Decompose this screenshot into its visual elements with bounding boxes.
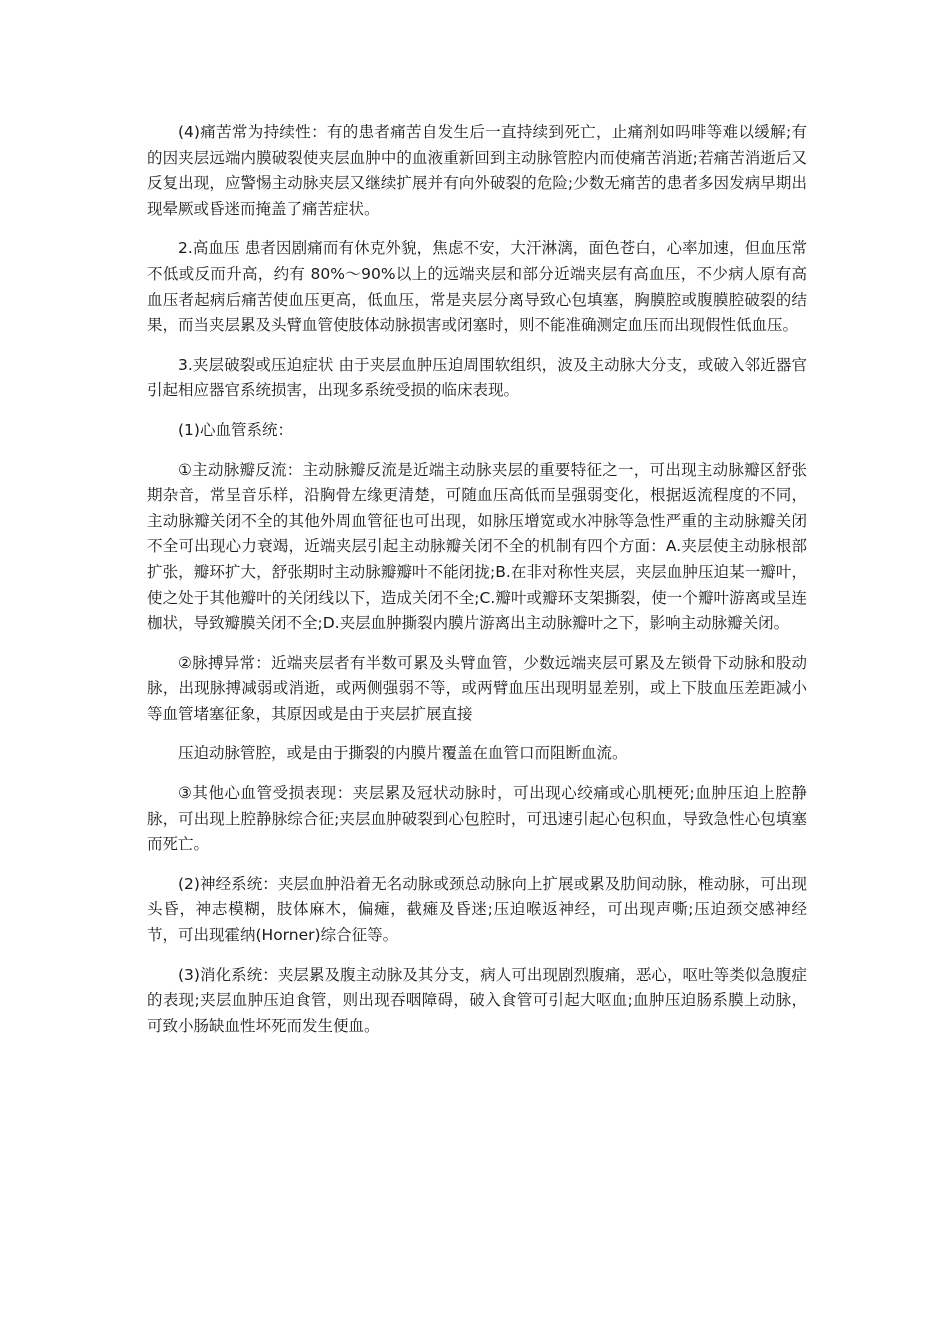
paragraph-nervous-system: (2)神经系统：夹层血肿沿着无名动脉或颈总动脉向上扩展或累及肋间动脉，椎动脉，可出现头昏，神志模糊，肢体麻木，偏瘫，截瘫及昏迷;压迫喉返神经，可出现声嘶;压迫颈交感神经节，可出现霍纳(Horner)综合征等。 xyxy=(147,874,807,945)
paragraph-pulse-continuation: 压迫动脉管腔，或是由于撕裂的内膜片覆盖在血管口而阻断血流。 xyxy=(178,744,628,763)
paragraph-hypertension: 2.高血压 患者因剧痛而有休克外貌，焦虑不安，大汗淋漓，面色苍白，心率加速，但血压常不低或反而升高，约有 80%～90%以上的远端夹层和部分近端夹层有高血压，不少病人原有高血压者起病后痛苦使血压更高，低血压，常是夹层分离导致心包填塞，胸膜腔或腹膜腔破裂的结果，而当夹层累及头臂血管使肢体动脉损害或闭塞时，则不能准确测定血压而出现假性低血压。 xyxy=(147,239,807,335)
document-body xyxy=(147,120,807,1053)
paragraph-aortic-regurgitation: ①主动脉瓣反流：主动脉瓣反流是近端主动脉夹层的重要特征之一，可出现主动脉瓣区舒张期杂音，常呈音乐样，沿胸骨左缘更清楚，可随血压高低而呈强弱变化，根据返流程度的不同，主动脉瓣关闭不全的其他外周血管征也可出现，如脉压增宽或水冲脉等急性严重的主动脉瓣关闭不全可出现心力衰竭，近端夹层引起主动脉瓣关闭不全的机制有四个方面：A.夹层使主动脉根部扩张，瓣环扩大，舒张期时主动脉瓣瓣叶不能闭拢;B.在非对称性夹层，夹层血肿压迫某一瓣叶，使之处于其他瓣叶的关闭线以下，造成关闭不全;C.瓣叶或瓣环支架撕裂，使一个瓣叶游离或呈连枷状，导致瓣膜关闭不全;D.夹层血肿撕裂内膜片游离出主动脉瓣叶之下，影响主动脉瓣关闭。 xyxy=(147,460,807,633)
paragraph-pain-persistence: (4)痛苦常为持续性：有的患者痛苦自发生后一直持续到死亡，止痛剂如吗啡等难以缓解;有的因夹层远端内膜破裂使夹层血肿中的血液重新回到主动脉管腔内而使痛苦消逝;若痛苦消逝后又反复出现，应警惕主动脉夹层又继续扩展并有向外破裂的危险;少数无痛苦的患者多因发病早期出现晕厥或昏迷而掩盖了痛苦症状。 xyxy=(147,123,807,218)
paragraph-other-cardiovascular: ③其他心血管受损表现：夹层累及冠状动脉时，可出现心绞痛或心肌梗死;血肿压迫上腔静脉，可出现上腔静脉综合征;夹层血肿破裂到心包腔时，可迅速引起心包积血，导致急性心包填塞而死亡。 xyxy=(147,784,807,854)
paragraph-rupture-compression: 3.夹层破裂或压迫症状 由于夹层血肿压迫周围软组织，波及主动脉大分支，或破入邻近器官引起相应器官系统损害，出现多系统受损的临床表现。 xyxy=(147,355,807,400)
paragraph-cardiovascular-heading: (1)心血管系统： xyxy=(178,420,293,439)
paragraph-pulse-abnormality: ②脉搏异常：近端夹层者有半数可累及头臂血管，少数远端夹层可累及左锁骨下动脉和股动脉，出现脉搏减弱或消逝，或两侧强弱不等，或两臂血压出现明显差别，或上下肢血压差距减小等血管堵塞征象，其原因或是由于夹层扩展直接 xyxy=(147,653,807,723)
paragraph-digestive-system: (3)消化系统：夹层累及腹主动脉及其分支，病人可出现剧烈腹痛，恶心，呕吐等类似急腹症的表现;夹层血肿压迫食管，则出现吞咽障碍，破入食管可引起大呕血;血肿压迫肠系膜上动脉，可致小肠缺血性坏死而发生便血。 xyxy=(147,965,807,1035)
